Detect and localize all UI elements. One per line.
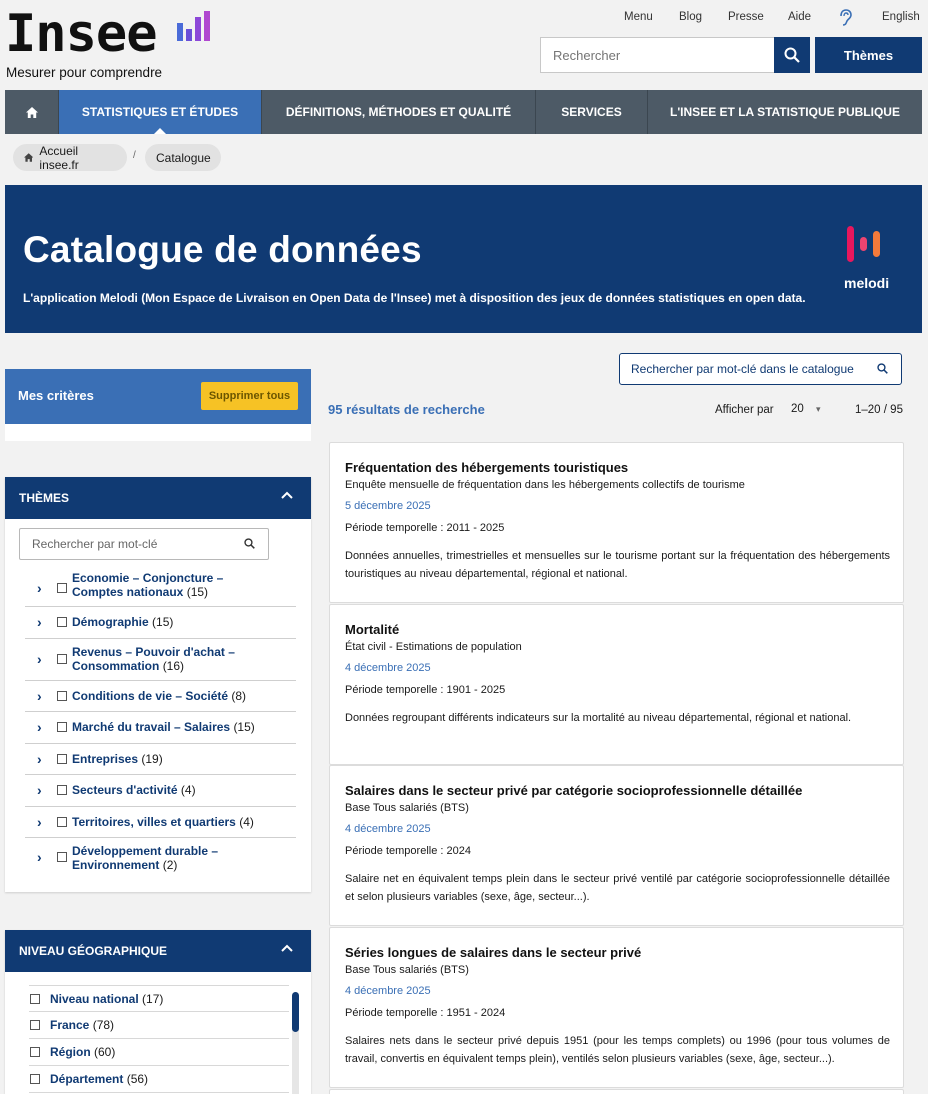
breadcrumb-separator: / [133,150,136,161]
catalog-search-placeholder: Rechercher par mot-clé dans le catalogue [631,362,854,376]
dataset-period: Période temporelle : 2011 - 2025 [345,522,505,534]
chevron-right-icon[interactable]: › [37,688,42,704]
dataset-period: Période temporelle : 2024 [345,845,471,857]
geo-label: Région (60) [50,1045,116,1059]
site-search [540,37,774,73]
geo-checkbox[interactable] [30,1074,40,1084]
theme-item[interactable] [25,569,296,607]
theme-checkbox[interactable] [57,722,67,732]
themes-keyword-search[interactable] [19,528,269,560]
geo-item[interactable] [29,1012,289,1039]
geo-item[interactable] [29,985,289,1012]
theme-checkbox[interactable] [57,817,67,827]
logo-wordmark: Insee [5,4,157,64]
dataset-date: 4 décembre 2025 [345,823,431,835]
dataset-description: Salaire net en équivalent temps plein dans le secteur privé ventilé par catégorie socioprofessionnelle détaillée et selon plusieurs variables (sexe, âge, secteur...). [345,873,890,903]
dataset-date: 5 décembre 2025 [345,500,431,512]
nav-services[interactable]: SERVICES [536,90,648,134]
geo-checkbox[interactable] [30,994,40,1004]
theme-label: Conditions de vie – Société (8) [72,689,247,703]
site-header [0,0,928,90]
chevron-right-icon[interactable]: › [37,651,42,667]
criteria-body [5,424,311,441]
caret-down-icon[interactable]: ▾ [816,404,821,414]
catalogue-banner [5,185,922,333]
dataset-card[interactable] [329,604,904,765]
geo-item[interactable] [29,1039,289,1066]
aide-link[interactable]: Aide [788,11,812,23]
ear-icon[interactable] [838,9,852,30]
dataset-title[interactable]: Salaires dans le secteur privé par catégorie socioprofessionnelle détaillée [345,783,803,798]
theme-label: Démographie (15) [72,615,174,629]
theme-label: Economie – Conjoncture – Comptes nationaux (15) [72,571,224,599]
theme-label: Revenus – Pouvoir d'achat – Consommation (16) [72,645,235,673]
dataset-period: Période temporelle : 1951 - 2024 [345,1007,506,1019]
pagination-range: 1–20 / 95 [855,404,903,416]
chevron-right-icon[interactable]: › [37,849,42,865]
catalog-search[interactable] [619,353,902,385]
chevron-right-icon[interactable]: › [37,614,42,630]
geo-panel-header[interactable] [5,930,311,972]
theme-label: Marché du travail – Salaires (15) [72,720,255,734]
dataset-card[interactable] [329,927,904,1088]
theme-item[interactable] [25,681,296,712]
theme-item[interactable] [25,712,296,744]
dataset-period: Période temporelle : 1901 - 2025 [345,684,506,696]
theme-label: Secteurs d'activité (4) [72,783,196,797]
chevron-right-icon[interactable]: › [37,719,42,735]
melodi-brand: melodi [844,275,890,291]
theme-item[interactable] [25,807,296,838]
dataset-title[interactable]: Fréquentation des hébergements touristiques [345,460,629,475]
banner-description: L'application Melodi (Mon Espace de Livraison en Open Data de l'Insee) met à disposition des jeux de données statistiques en open data. [23,291,806,305]
site-search-input[interactable] [541,38,774,72]
themes-search-placeholder: Rechercher par mot-clé [32,537,158,551]
top-links [0,11,928,27]
nav-insee-statistique[interactable]: L'INSEE ET LA STATISTIQUE PUBLIQUE [670,105,900,119]
theme-checkbox[interactable] [57,852,67,862]
results-count: 95 résultats de recherche [328,402,485,417]
site-search-button[interactable] [774,37,810,73]
theme-checkbox[interactable] [57,583,67,593]
menu-link[interactable]: Menu [624,11,653,23]
search-icon [244,538,255,549]
per-page-label: Afficher par [715,404,774,416]
theme-item[interactable] [25,775,296,807]
theme-checkbox[interactable] [57,754,67,764]
blog-link[interactable]: Blog [679,11,703,23]
theme-item[interactable] [25,607,296,639]
dataset-date: 4 décembre 2025 [345,985,431,997]
geo-checkbox[interactable] [30,1047,40,1057]
theme-item[interactable] [25,744,296,775]
nav-statistiques[interactable]: STATISTIQUES ET ÉTUDES [59,90,262,134]
chevron-right-icon[interactable]: › [37,580,42,596]
theme-item[interactable] [25,838,296,878]
theme-checkbox[interactable] [57,617,67,627]
themes-panel-title: THÈMES [19,491,70,505]
dataset-card[interactable] [329,1089,904,1094]
dataset-card[interactable] [329,765,904,926]
theme-label: Entreprises (19) [72,752,163,766]
theme-item[interactable] [25,639,296,681]
breadcrumb-catalogue-label: Catalogue [156,150,211,165]
geo-label: Département (56) [50,1072,149,1086]
per-page-select[interactable]: 20 [791,403,804,415]
theme-checkbox[interactable] [57,654,67,664]
dataset-description: Données regroupant différents indicateurs sur la mortalité au niveau départemental, régional et national. [345,712,852,724]
dataset-title[interactable]: Séries longues de salaires dans le secteur privé [345,945,642,960]
chevron-up-icon [281,944,293,952]
geo-panel-title: NIVEAU GÉOGRAPHIQUE [19,944,168,958]
chevron-up-icon [281,491,293,499]
breadcrumb-home[interactable] [13,144,127,171]
chevron-right-icon[interactable]: › [37,751,42,767]
chevron-right-icon[interactable]: › [37,782,42,798]
geo-label: Niveau national (17) [50,992,164,1006]
geo-label: France (78) [50,1018,115,1032]
themes-button[interactable]: Thèmes [815,37,922,73]
geo-filter-panel [5,930,311,1094]
search-icon [784,47,800,63]
page-title: Catalogue de données [23,229,422,270]
melodi-logo-icon [845,225,889,263]
presse-link[interactable]: Presse [728,11,764,23]
dataset-title[interactable]: Mortalité [345,622,400,637]
geo-scrollbar-thumb[interactable] [292,992,299,1032]
theme-label: Développement durable – Environnement (2) [72,844,219,872]
english-link[interactable]: English [882,11,920,23]
logo-tagline: Mesurer pour comprendre [6,65,163,80]
dataset-source: Base Tous salariés (BTS) [345,964,469,976]
dataset-card[interactable] [329,442,904,603]
criteria-header [5,369,311,424]
theme-label: Territoires, villes et quartiers (4) [72,815,254,829]
dataset-source: Base Tous salariés (BTS) [345,802,469,814]
search-icon [877,363,888,374]
chevron-right-icon[interactable]: › [37,814,42,830]
criteria-title: Mes critères [18,388,94,403]
geo-item[interactable] [29,1066,289,1093]
dataset-description: Salaires nets dans le secteur privé depuis 1951 (pour les temps complets) ou 1996 (pour tous volumes de travail, convertis en équivalent temps plein), ventilés selon plusieurs variables (sexe, âge, secteur...). [345,1035,890,1065]
home-icon [26,107,38,118]
breadcrumb-home-label: Accueil insee.fr [39,143,79,172]
home-icon [24,153,33,162]
main-nav [5,90,922,134]
dataset-description: Données annuelles, trimestrielles et mensuelles sur le tourisme portant sur la fréquentation des hébergements touristiques au niveau départemental, régional et national. [345,550,890,580]
dataset-source: État civil - Estimations de population [345,641,522,653]
theme-checkbox[interactable] [57,691,67,701]
nav-home[interactable] [5,90,59,134]
nav-definitions[interactable]: DÉFINITIONS, MÉTHODES ET QUALITÉ [262,90,536,134]
dataset-date: 4 décembre 2025 [345,662,431,674]
dataset-source: Enquête mensuelle de fréquentation dans les hébergements collectifs de tourisme [345,479,745,491]
breadcrumb-catalogue[interactable] [145,144,221,171]
themes-panel-header[interactable] [5,477,311,519]
theme-checkbox[interactable] [57,785,67,795]
clear-all-button[interactable]: Supprimer tous [201,382,298,410]
geo-checkbox[interactable] [30,1020,40,1030]
themes-filter-panel [5,477,311,892]
